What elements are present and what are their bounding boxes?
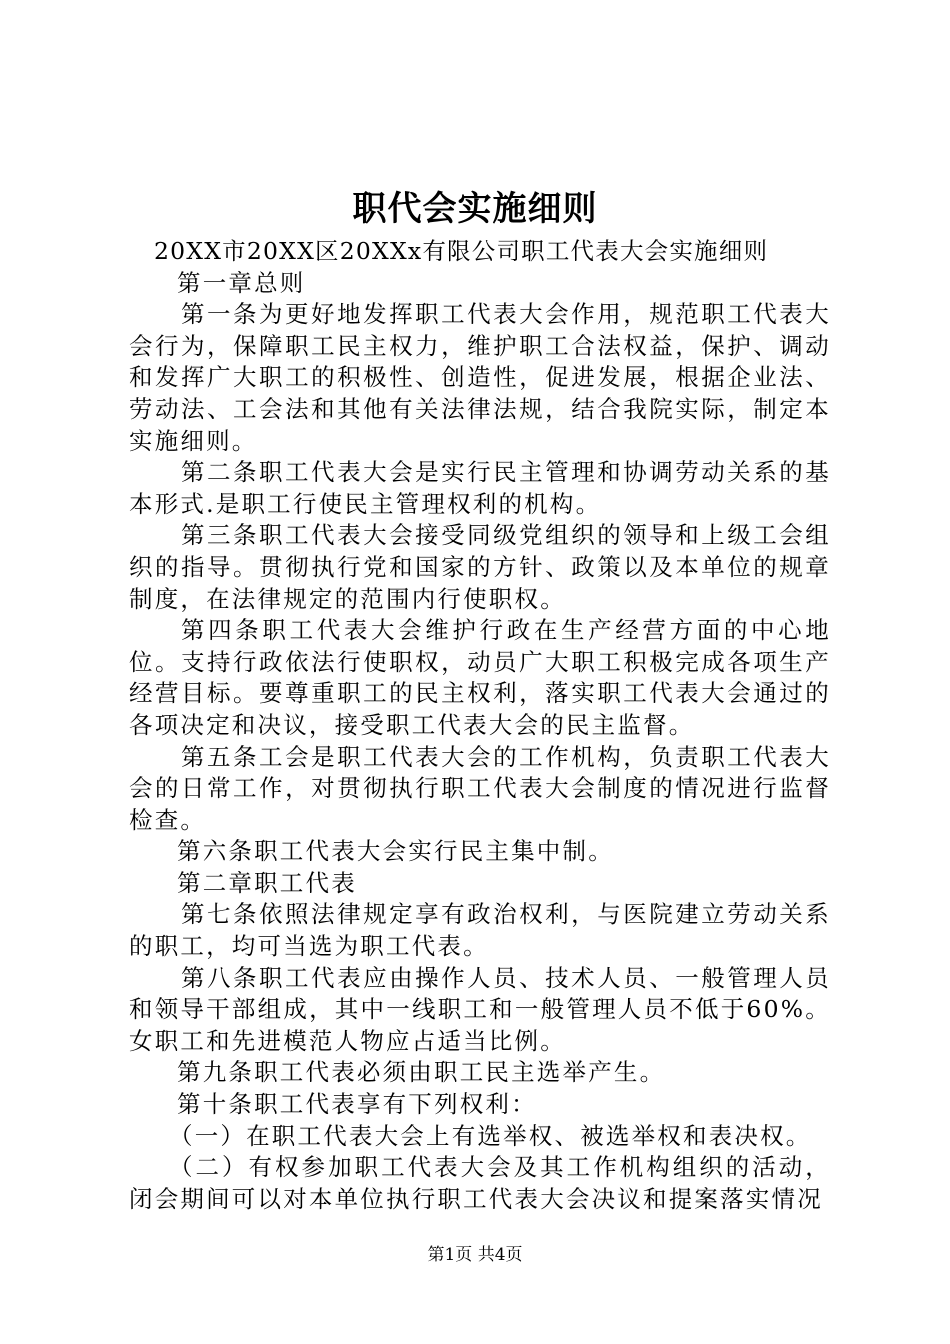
article-paragraph: 第六条职工代表大会实行民主集中制。 <box>177 837 614 866</box>
document-title: 职代会实施细则 <box>352 189 598 229</box>
list-item: （二）有权参加职工代表大会及其工作机构组织的活动，闭会期间可以对本单位执行职工代表大会决议和提案落实情况 <box>129 1153 831 1213</box>
article-paragraph: 第八条职工代表应由操作人员、技术人员、一般管理人员和领导干部组成，其中一线职工和一般管理人员不低于60%。女职工和先进模范人物应占适当比例。 <box>129 963 831 1055</box>
document-body <box>129 236 831 1215</box>
article-paragraph: 第十条职工代表享有下列权利： <box>177 1090 537 1119</box>
article-paragraph: 第四条职工代表大会维护行政在生产经营方面的中心地位。支持行政依法行使职权，动员广大职工积极完成各项生产经营目标。要尊重职工的民主权利，落实职工代表大会通过的各项决定和决议，接受职工代表大会的民主监督。 <box>129 616 831 739</box>
article-paragraph: 第一条为更好地发挥职工代表大会作用，规范职工代表大会行为，保障职工民主权力，维护职工合法权益，保护、调动和发挥广大职工的积极性、创造性，促进发展，根据企业法、劳动法、工会法和其他有关法律法规，结合我院实际，制定本实施细则。 <box>129 300 831 455</box>
article-paragraph: 第二条职工代表大会是实行民主管理和协调劳动关系的基本形式.是职工行使民主管理权利的机构。 <box>129 458 831 518</box>
article-paragraph: 第五条工会是职工代表大会的工作机构，负责职工代表大会的日常工作，对贯彻执行职工代表大会制度的情况进行监督检查。 <box>129 742 831 834</box>
subtitle-paragraph: 20XX市20XX区20XXx有限公司职工代表大会实施细则 <box>154 237 769 265</box>
chapter-heading: 第二章职工代表 <box>177 868 357 897</box>
list-item: （一）在职工代表大会上有选举权、被选举权和表决权。 <box>169 1121 812 1150</box>
article-paragraph: 第七条依照法律规定享有政治权利，与医院建立劳动关系的职工，均可当选为职工代表。 <box>129 900 831 961</box>
article-paragraph: 第三条职工代表大会接受同级党组织的领导和上级工会组织的指导。贯彻执行党和国家的方针、政策以及本单位的规章制度，在法律规定的范围内行使职权。 <box>129 521 831 613</box>
chapter-heading: 第一章总则 <box>177 268 306 297</box>
article-paragraph: 第九条职工代表必须由职工民主选举产生。 <box>177 1058 666 1087</box>
page-number-footer: 第1页 共4页 <box>427 1245 523 1265</box>
